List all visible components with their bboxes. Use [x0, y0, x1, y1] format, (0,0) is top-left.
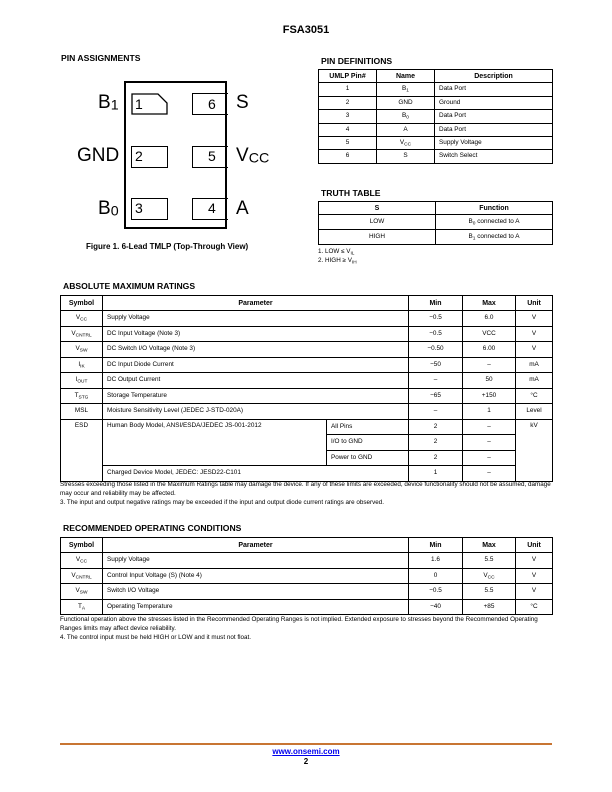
table-row [61, 419, 553, 435]
hbm-param-cell-cont [103, 435, 327, 451]
column-header: Description [435, 70, 553, 83]
max-cell: – [463, 357, 516, 373]
pin-cell: 3 [319, 110, 377, 123]
table-row [319, 123, 553, 136]
name-cell: GND [377, 96, 435, 109]
pin-definitions-heading: PIN DEFINITIONS [321, 56, 393, 66]
column-header: S [319, 202, 436, 215]
max-cell: 6.00 [463, 342, 516, 358]
table-row [61, 435, 553, 451]
pin-label-gnd: GND [77, 145, 120, 166]
max-cell: – [463, 466, 516, 482]
page-title: FSA3051 [282, 24, 330, 36]
table-row [319, 230, 553, 245]
table-row [319, 83, 553, 96]
symbol-cell: $V_{SW}$ [61, 584, 103, 600]
pin-label-b0: $B_0$ [98, 198, 119, 220]
column-header: Unit [516, 296, 553, 311]
min-cell: 2 [409, 435, 463, 451]
max-cell: 5.5 [463, 584, 516, 600]
param-cell: Supply Voltage [103, 311, 409, 327]
min-cell: – [409, 404, 463, 420]
max-cell: $V_{CC}$ [463, 568, 516, 584]
unit-cell: mA [516, 357, 553, 373]
symbol-cell: $V_{SW}$ [61, 342, 103, 358]
name-cell: A [377, 123, 435, 136]
param-cell: Switch I/O Voltage [103, 584, 409, 600]
symbol-cell: $T_{STG}$ [61, 388, 103, 404]
function-cell: $B_1$ connected to A [436, 230, 553, 245]
column-header: Min [409, 296, 463, 311]
pin-definitions-table [318, 69, 553, 164]
unit-cell: °C [516, 388, 553, 404]
hbm-param-cell: Human Body Model, ANSI/ESDA/JEDEC JS-001-2012 [103, 419, 327, 435]
column-header: Min [409, 538, 463, 553]
pin-number: 5 [208, 148, 216, 164]
table-row [61, 373, 553, 389]
param-cell: Operating Temperature [103, 599, 409, 615]
column-header: Symbol [61, 538, 103, 553]
max-cell: 1 [463, 404, 516, 420]
pin-cell: 4 [319, 123, 377, 136]
table-row [61, 388, 553, 404]
table-header-row [319, 202, 553, 215]
symbol-cell: $V_{CC}$ [61, 553, 103, 569]
table-row [61, 342, 553, 358]
column-header: Name [377, 70, 435, 83]
rec-op-table [60, 537, 553, 615]
hbm-param-cell-cont [103, 450, 327, 466]
cond-cell: I/O to GND [327, 435, 409, 451]
param-cell: Moisture Sensitivity Level (JEDEC J-STD-020A) [103, 404, 409, 420]
symbol-cell: $V_{CNTRL}$ [61, 568, 103, 584]
unit-cell: V [516, 568, 553, 584]
column-header: Max [463, 538, 516, 553]
unit-cell: °C [516, 599, 553, 615]
min-cell: 1.6 [409, 553, 463, 569]
cond-cell: All Pins [327, 419, 409, 435]
symbol-cell: MSL [61, 404, 103, 420]
table-header-row [319, 70, 553, 83]
desc-cell: Switch Select [435, 150, 553, 163]
table-row [319, 150, 553, 163]
cond-cell: Power to GND [327, 450, 409, 466]
table-row [319, 96, 553, 109]
table-row [61, 450, 553, 466]
name-cell: $B_0$ [377, 110, 435, 123]
max-cell: – [463, 419, 516, 435]
rec-op-note-4: 4. The control input must be held HIGH or LOW and it must not float. [60, 634, 251, 641]
rec-op-heading: RECOMMENDED OPERATING CONDITIONS [63, 523, 242, 533]
esd-unit-cell-cont [516, 435, 553, 451]
abs-max-heading: ABSOLUTE MAXIMUM RATINGS [63, 281, 196, 291]
min-cell: −0.5 [409, 311, 463, 327]
pin-assignments-heading: PIN ASSIGNMENTS [61, 53, 141, 63]
param-cell: DC Input Diode Current [103, 357, 409, 373]
pin-cell: 5 [319, 136, 377, 149]
footer-link[interactable]: www.onsemi.com [272, 747, 340, 756]
min-cell: – [409, 373, 463, 389]
name-cell: S [377, 150, 435, 163]
column-header: UMLP Pin# [319, 70, 377, 83]
abs-max-table [60, 295, 553, 482]
max-cell: VCC [463, 326, 516, 342]
desc-cell: Data Port [435, 110, 553, 123]
param-cell: Supply Voltage [103, 553, 409, 569]
table-header-row [61, 296, 553, 311]
column-header: Parameter [103, 296, 409, 311]
symbol-cell: $V_{CNTRL}$ [61, 326, 103, 342]
function-cell: $B_0$ connected to A [436, 215, 553, 230]
symbol-cell: $I_{OUT}$ [61, 373, 103, 389]
s-cell: HIGH [319, 230, 436, 245]
max-cell: +85 [463, 599, 516, 615]
min-cell: −65 [409, 388, 463, 404]
pin-number: 4 [208, 200, 216, 216]
param-cell: Storage Temperature [103, 388, 409, 404]
max-cell: 6.0 [463, 311, 516, 327]
unit-cell: V [516, 326, 553, 342]
column-header: Symbol [61, 296, 103, 311]
pin-cell: 6 [319, 150, 377, 163]
unit-cell: V [516, 342, 553, 358]
esd-symbol-cell-cont [61, 450, 103, 466]
name-cell: $V_{CC}$ [377, 136, 435, 149]
cdm-param-cell: Charged Device Model, JEDEC: JESD22-C101 [103, 466, 409, 482]
desc-cell: Ground [435, 96, 553, 109]
param-cell: DC Input Voltage (Note 3) [103, 326, 409, 342]
table-row [61, 357, 553, 373]
unit-cell: V [516, 311, 553, 327]
rec-op-note: Functional operation above the stresses listed in the Recommended Operating Ranges is not implied. Extended exposure to stresses beyond the Recommended Operating Ranges limits may affect device reliability. [60, 616, 538, 632]
pin-number: 2 [135, 148, 143, 164]
unit-cell: V [516, 553, 553, 569]
abs-max-note: Stresses exceeding those listed in the Maximum Ratings table may damage the device. If any of these limits are exceeded, device functionality should not be assumed, damage may occur and reliability may be affected. [60, 481, 551, 497]
table-header-row [61, 538, 553, 553]
min-cell: 1 [409, 466, 463, 482]
figure-caption: Figure 1. 6-Lead TMLP (Top-Through View) [86, 242, 249, 251]
symbol-cell: $I_{IK}$ [61, 357, 103, 373]
max-cell: +150 [463, 388, 516, 404]
pin-cell: 1 [319, 83, 377, 96]
unit-cell: mA [516, 373, 553, 389]
min-cell: −0.5 [409, 326, 463, 342]
table-row [61, 553, 553, 569]
esd-symbol-cell-cont [61, 435, 103, 451]
table-row [61, 599, 553, 615]
table-row [61, 584, 553, 600]
table-row [61, 326, 553, 342]
pin-number: 3 [135, 200, 143, 216]
name-cell: $B_1$ [377, 83, 435, 96]
table-row [319, 136, 553, 149]
esd-unit-cell: kV [516, 419, 553, 435]
column-header: Max [463, 296, 516, 311]
min-cell: 0 [409, 568, 463, 584]
table-row [319, 215, 553, 230]
min-cell: −50 [409, 357, 463, 373]
column-header: Parameter [103, 538, 409, 553]
min-cell: −0.50 [409, 342, 463, 358]
footer-divider [60, 743, 552, 745]
symbol-cell: $V_{CC}$ [61, 311, 103, 327]
max-cell: – [463, 435, 516, 451]
symbol-cell: $T_A$ [61, 599, 103, 615]
truth-table-heading: TRUTH TABLE [321, 188, 381, 198]
page-number: 2 [303, 757, 309, 766]
esd-unit-cell-cont [516, 450, 553, 466]
esd-symbol-cell: ESD [61, 419, 103, 435]
truth-table-note-1: 1. LOW ≤ $V_{IL}$ [318, 248, 355, 257]
pin-cell: 2 [319, 96, 377, 109]
unit-cell: Level [516, 404, 553, 420]
s-cell: LOW [319, 215, 436, 230]
min-cell: 2 [409, 450, 463, 466]
table-row [61, 311, 553, 327]
desc-cell: Supply Voltage [435, 136, 553, 149]
unit-cell: V [516, 584, 553, 600]
min-cell: −0.5 [409, 584, 463, 600]
param-cell: DC Output Current [103, 373, 409, 389]
max-cell: – [463, 450, 516, 466]
truth-table [318, 201, 553, 245]
column-header: Unit [516, 538, 553, 553]
pin-label-b1: $B_1$ [98, 92, 119, 114]
min-cell: 2 [409, 419, 463, 435]
table-row [61, 466, 553, 482]
table-row [61, 404, 553, 420]
param-cell: DC Switch I/O Voltage (Note 3) [103, 342, 409, 358]
abs-max-note-3: 3. The input and output negative ratings may be exceeded if the input and output diode current ratings are observed. [60, 499, 385, 506]
desc-cell: Data Port [435, 83, 553, 96]
pin-label-vcc: $V_{CC}$ [236, 145, 270, 167]
desc-cell: Data Port [435, 123, 553, 136]
param-cell: Control Input Voltage (S) (Note 4) [103, 568, 409, 584]
esd-symbol-cell-cont [61, 466, 103, 482]
pin-label-s: S [236, 92, 249, 113]
pin-number: 1 [135, 96, 143, 112]
esd-unit-cell-cont [516, 466, 553, 482]
column-header: Function [436, 202, 553, 215]
pin-number: 6 [208, 96, 216, 112]
min-cell: −40 [409, 599, 463, 615]
pin-label-a: A [236, 198, 249, 219]
max-cell: 5.5 [463, 553, 516, 569]
max-cell: 50 [463, 373, 516, 389]
truth-table-note-2: 2. HIGH ≥ $V_{IH}$ [318, 257, 357, 266]
table-row [61, 568, 553, 584]
table-row [319, 110, 553, 123]
